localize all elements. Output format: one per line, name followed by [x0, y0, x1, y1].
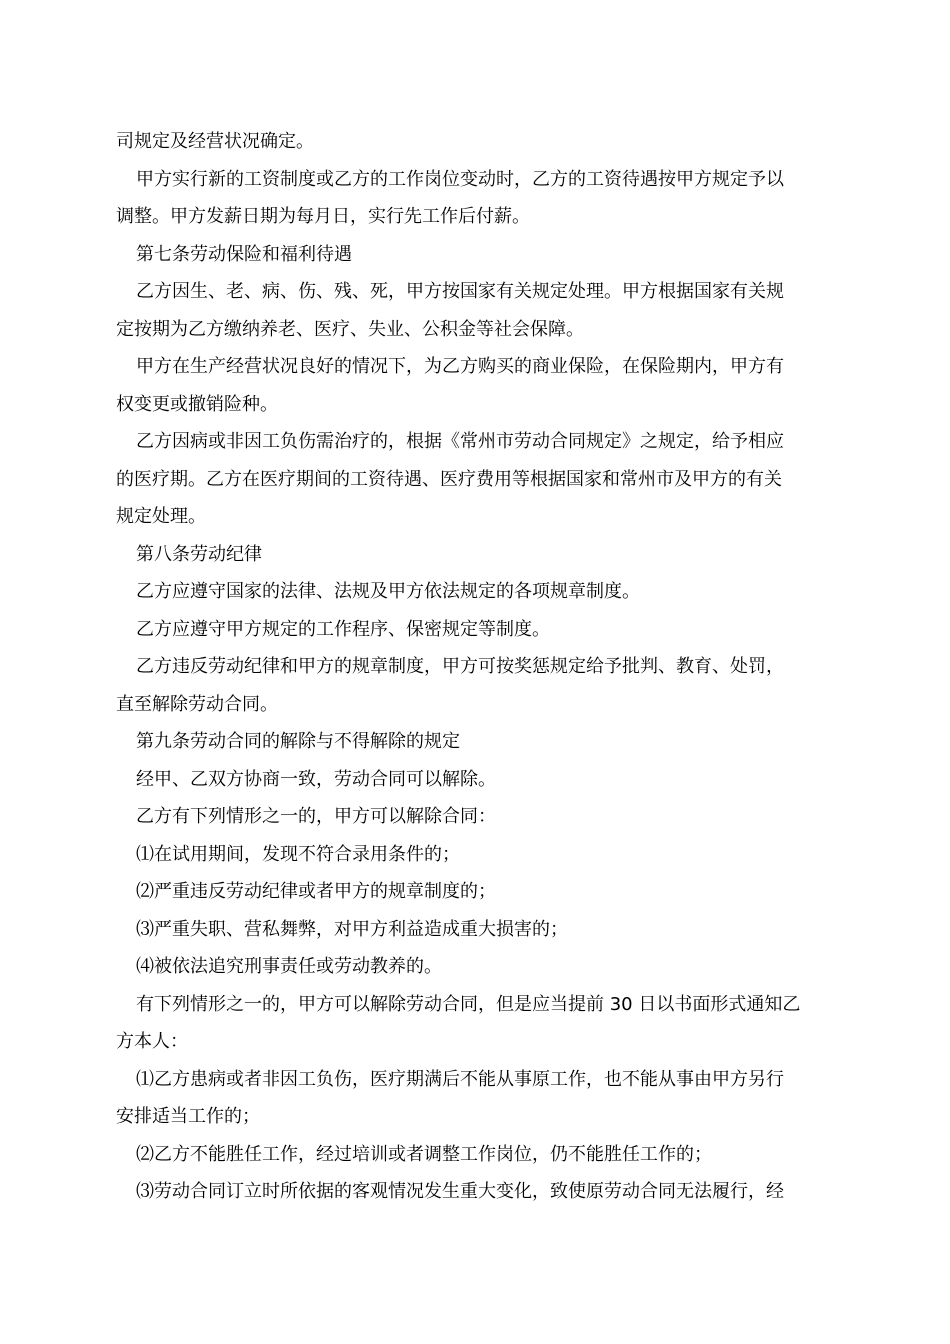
text-line: 甲方在生产经营状况良好的情况下，为乙方购买的商业保险，在保险期内，甲方有 — [136, 356, 784, 377]
text-line: 乙方应遵守甲方规定的工作程序、保密规定等制度。 — [136, 618, 550, 640]
section-heading: 第七条劳动保险和福利待遇 — [136, 243, 352, 265]
list-item: ⑵乙方不能胜任工作，经过培训或者调整工作岗位，仍不能胜任工作的； — [136, 1143, 712, 1165]
text-line: 有下列情形之一的，甲方可以解除劳动合同，但是应当提前 30 日以书面形式通知乙 — [136, 993, 801, 1015]
text-line: 规定处理。 — [116, 506, 206, 527]
list-item: ⑴乙方患病或者非因工负伤，医疗期满后不能从事原工作，也不能从事由甲方另行 — [136, 1068, 784, 1090]
text-line: 乙方有下列情形之一的，甲方可以解除合同： — [136, 806, 496, 827]
text-line: 甲方实行新的工资制度或乙方的工作岗位变动时，乙方的工资待遇按甲方规定予以 — [136, 168, 784, 190]
text-line: 乙方违反劳动纪律和甲方的规章制度，甲方可按奖惩规定给予批判、教育、处罚， — [136, 656, 784, 677]
text-line: 定按期为乙方缴纳养老、医疗、失业、公积金等社会保障。 — [116, 318, 584, 340]
text-line: 乙方因病或非因工负伤需治疗的，根据《常州市劳动合同规定》之规定，给予相应 — [136, 431, 784, 452]
text-line: 方本人： — [116, 1031, 188, 1052]
list-item: ⑴在试用期间，发现不符合录用条件的； — [136, 843, 460, 865]
text-line: 乙方应遵守国家的法律、法规及甲方依法规定的各项规章制度。 — [136, 581, 640, 602]
list-item: ⑷被依法追究刑事责任或劳动教养的。 — [136, 956, 442, 977]
text-line: 司规定及经营状况确定。 — [116, 131, 314, 152]
text-line: 调整。甲方发薪日期为每月日，实行先工作后付薪。 — [116, 206, 530, 227]
text-line: 权变更或撤销险种。 — [116, 393, 278, 415]
section-heading: 第九条劳动合同的解除与不得解除的规定 — [136, 731, 460, 752]
list-item: ⑶劳动合同订立时所依据的客观情况发生重大变化，致使原劳动合同无法履行，经 — [136, 1181, 784, 1202]
text-line: 的医疗期。乙方在医疗期间的工资待遇、医疗费用等根据国家和常州市及甲方的有关 — [116, 468, 782, 490]
section-heading: 第八条劳动纪律 — [136, 543, 262, 565]
text-line: 安排适当工作的； — [116, 1106, 260, 1127]
document-body — [116, 123, 836, 1211]
text-line: 直至解除劳动合同。 — [116, 693, 278, 715]
text-line: 乙方因生、老、病、伤、残、死，甲方按国家有关规定处理。甲方根据国家有关规 — [136, 281, 784, 302]
list-item: ⑶严重失职、营私舞弊，对甲方利益造成重大损害的； — [136, 918, 568, 940]
list-item: ⑵严重违反劳动纪律或者甲方的规章制度的； — [136, 881, 496, 902]
text-line: 经甲、乙双方协商一致，劳动合同可以解除。 — [136, 768, 496, 790]
